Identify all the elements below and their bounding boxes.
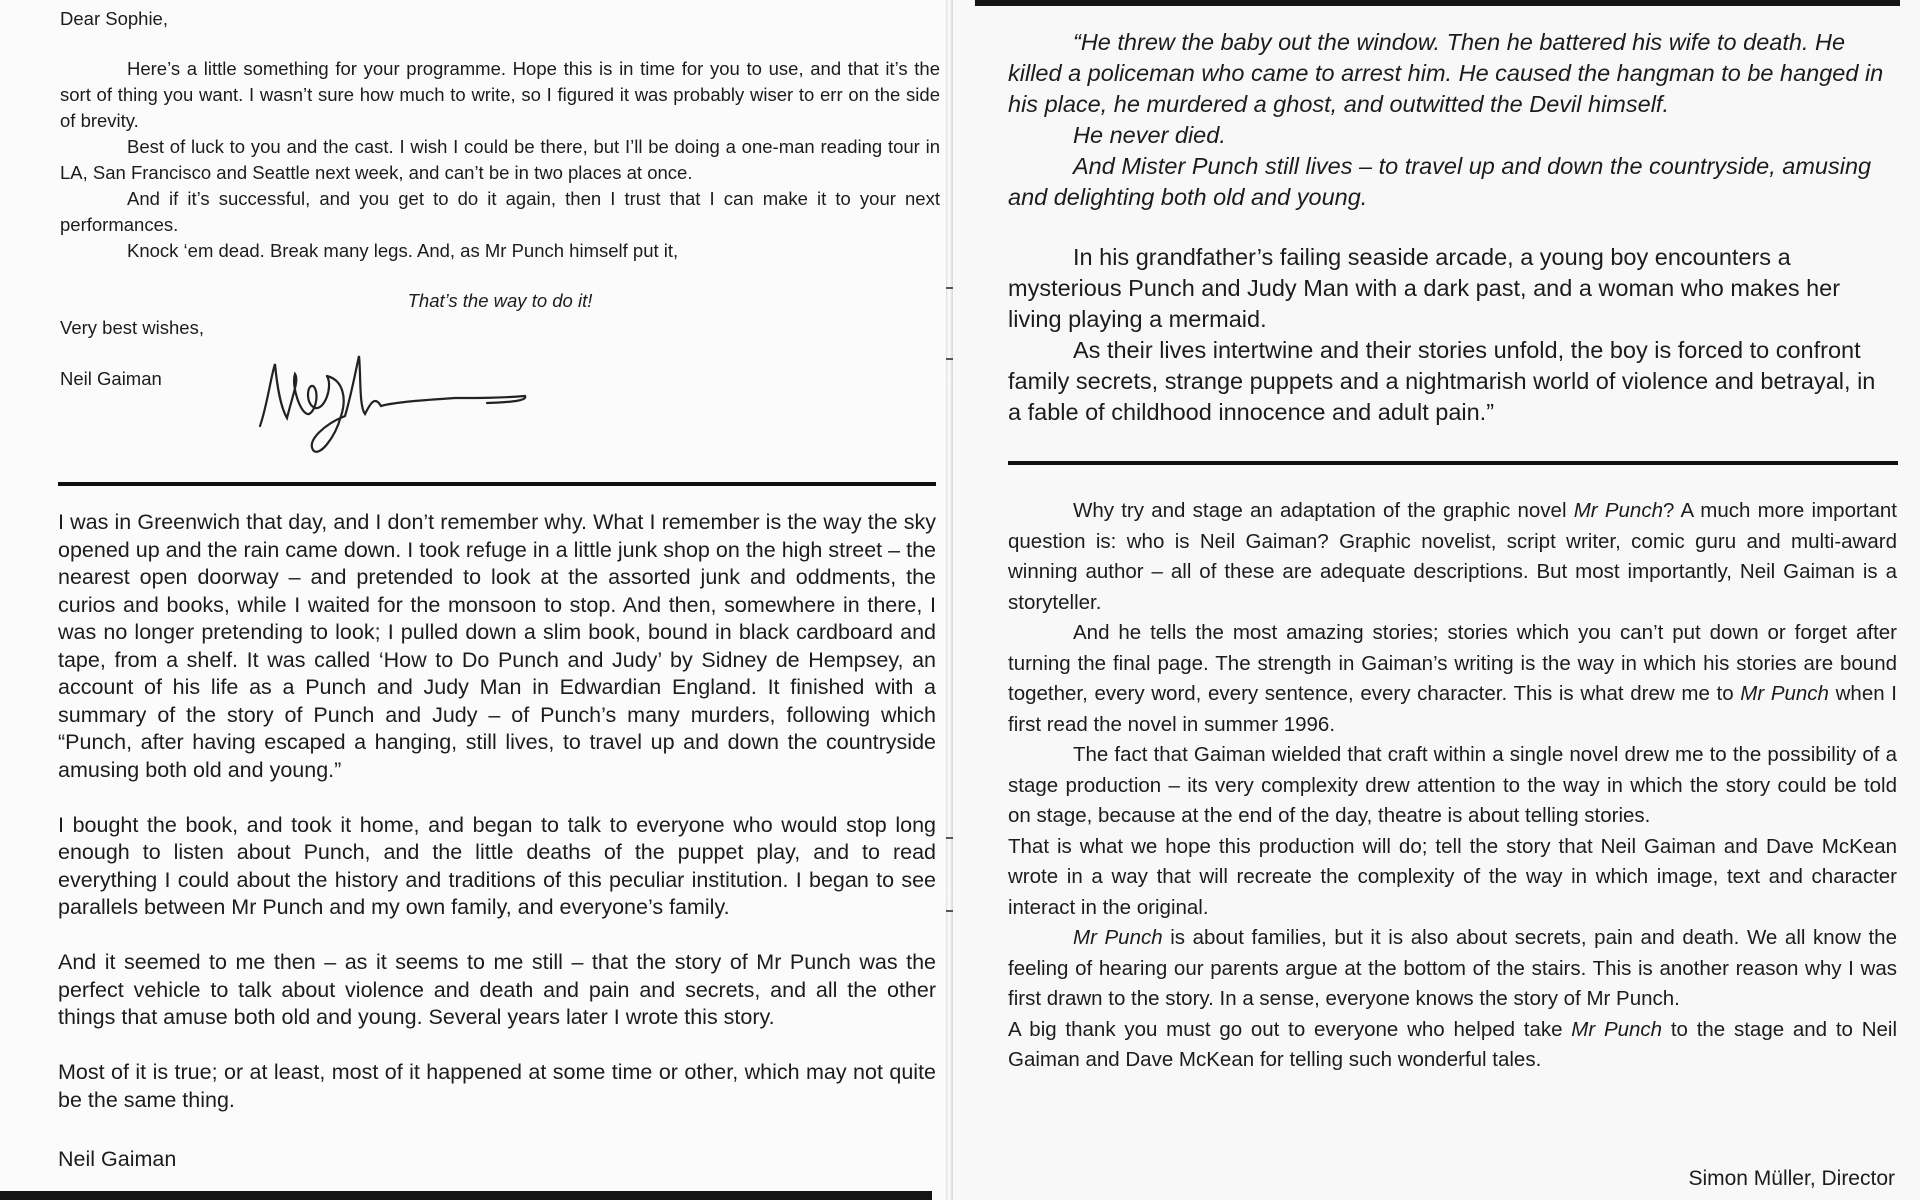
section-divider bbox=[1008, 461, 1898, 465]
director-note bbox=[1008, 496, 1897, 1076]
letter-paragraph: Best of luck to you and the cast. I wish I could be there, but I’ll be doing a one-man reading tour in LA, San Francisco and Seattle next week, and can’t be in two places at once. bbox=[60, 136, 940, 183]
text-run: A big thank you must go out to everyone who helped take bbox=[1008, 1017, 1572, 1041]
essay-signer: Neil Gaiman bbox=[58, 1147, 177, 1171]
text-run: ? A much more important question is: who is Neil Gaiman? Graphic novelist, script writer, comic guru and multi-award winning author – all of these are adequate descriptions. But most importantly, Neil Gaiman is a storyteller. bbox=[1008, 499, 1897, 614]
gutter-mark bbox=[946, 910, 953, 912]
title-italic: Mr Punch bbox=[1740, 682, 1829, 705]
gutter-mark bbox=[946, 837, 953, 839]
gutter-mark bbox=[946, 287, 953, 289]
letter-tagline: That’s the way to do it! bbox=[407, 290, 593, 311]
director-paragraph bbox=[1008, 618, 1897, 740]
header-bar bbox=[975, 0, 1900, 6]
title-italic: Mr Punch bbox=[1573, 499, 1663, 522]
synopsis-paragraph: In his grandfather’s failing seaside arcade, a young boy encounters a mysterious Punch and Judy Man with a dark past, and a woman who makes her living playing a mermaid. bbox=[1008, 244, 1841, 332]
letter-closing: Very best wishes, bbox=[60, 317, 204, 338]
title-italic: Mr Punch bbox=[1073, 926, 1163, 949]
footer-bar bbox=[0, 1191, 932, 1200]
essay-paragraph: And it seemed to me then – as it seems to me still – that the story of Mr Punch was the perfect vehicle to talk about violence and death and pain and secrets, and all the other things that amuse both old and young. Several years later I wrote this story. bbox=[58, 950, 936, 1029]
quote-paragraph: He never died. bbox=[1073, 122, 1226, 148]
gutter-mark bbox=[946, 358, 953, 360]
quote-paragraph: “He threw the baby out the window. Then he battered his wife to death. He killed a policeman who came to arrest him. He caused the hangman to be hanged in his place, he murdered a ghost, and outwitted the Devil himself. bbox=[1008, 29, 1884, 117]
director-paragraph bbox=[1008, 496, 1897, 618]
text-run: is about families, but it is also about secrets, pain and death. We all know the feeling of hearing our parents argue at the bottom of the stairs. This is another reason why I was first drawn to the story. In a sense, everyone knows the story of Mr Punch. bbox=[1008, 926, 1897, 1010]
letter-salutation: Dear Sophie, bbox=[60, 8, 168, 29]
text-run: And he tells the most amazing stories; stories which you can’t put down or forget after turning the final page. The strength in Gaiman’s writing is the way in which his stories are bound together, every word, every sentence, every character. This is what drew me to bbox=[1008, 621, 1897, 705]
synopsis bbox=[1008, 242, 1888, 428]
director-signer: Simon Müller, Director bbox=[1688, 1167, 1895, 1190]
director-paragraph bbox=[1008, 1015, 1897, 1076]
text-run: to the stage and to Neil Gaiman and Dave McKean for telling such wonderful tales. bbox=[1008, 1017, 1898, 1071]
text-run: when I first read the novel in summer 1996. bbox=[1008, 682, 1897, 736]
synopsis-paragraph: As their lives intertwine and their stories unfold, the boy is forced to confront family secrets, strange puppets and a nightmarish world of violence and betrayal, in a fable of childhood innocence and adult pain.” bbox=[1008, 337, 1876, 425]
director-paragraph bbox=[1008, 923, 1897, 1015]
blurb-quote bbox=[1008, 27, 1888, 213]
signature-image bbox=[255, 346, 555, 471]
text-run: Why try and stage an adaptation of the graphic novel bbox=[1073, 499, 1574, 522]
quote-paragraph: And Mister Punch still lives – to travel up and down the countryside, amusing and delighting both old and young. bbox=[1008, 153, 1872, 210]
letter bbox=[60, 6, 940, 264]
director-paragraph: That is what we hope this production will do; tell the story that Neil Gaiman and Dave McKean wrote in a way that will recreate the complexity of the way in which image, text and character interact in the original. bbox=[1008, 834, 1897, 919]
director-paragraph: The fact that Gaiman wielded that craft within a single novel drew me to the possibility of a stage production – its very complexity drew attention to the way in which the story could be told on stage, because at the end of the day, theatre is about telling stories. bbox=[1008, 743, 1897, 827]
essay-paragraph: I bought the book, and took it home, and began to talk to everyone who would stop long enough to listen about Punch, and the little deaths of the puppet play, and to read everything I could about the history and traditions of this peculiar institution. I began to see parallels between Mr Punch and my own family, and everyone’s family. bbox=[58, 812, 936, 919]
section-divider bbox=[58, 482, 936, 486]
page-spine bbox=[946, 0, 953, 1200]
letter-paragraph: Knock ‘em dead. Break many legs. And, as Mr Punch himself put it, bbox=[127, 240, 679, 261]
title-italic: Mr Punch bbox=[1571, 1017, 1663, 1041]
letter-paragraph: Here’s a little something for your programme. Hope this is in time for you to use, and that it’s the sort of thing you want. I wasn’t sure how much to write, so I figured it was probably wiser to err on the side of brevity. bbox=[60, 58, 940, 131]
essay-paragraph: Most of it is true; or at least, most of it happened at some time or other, which may not quite be the same thing. bbox=[58, 1060, 936, 1112]
letter-paragraph: And if it’s successful, and you get to do it again, then I trust that I can make it to your next performances. bbox=[60, 188, 940, 235]
essay bbox=[58, 509, 936, 1142]
essay-paragraph: I was in Greenwich that day, and I don’t remember why. What I remember is the way the sky opened up and the rain came down. I took refuge in a little junk shop on the high street – the nearest open doorway – and pretended to look at the assorted junk and oddments, the curios and books, while I waited for the monsoon to stop. And then, somewhere in there, I was no longer pretending to look; I pulled down a slim book, bound in black cardboard and tape, from a shelf. It was called ‘How to Do Punch and Judy’ by Sidney de Hempsey, an account of his life as a Punch and Judy Man in Edwardian England. It finished with a summary of the story of Punch and Judy – of Punch’s many murders, following which “Punch, after having escaped a hanging, still lives, to travel up and down the countryside amusing both old and young.” bbox=[58, 510, 936, 782]
letter-signer: Neil Gaiman bbox=[60, 368, 162, 389]
